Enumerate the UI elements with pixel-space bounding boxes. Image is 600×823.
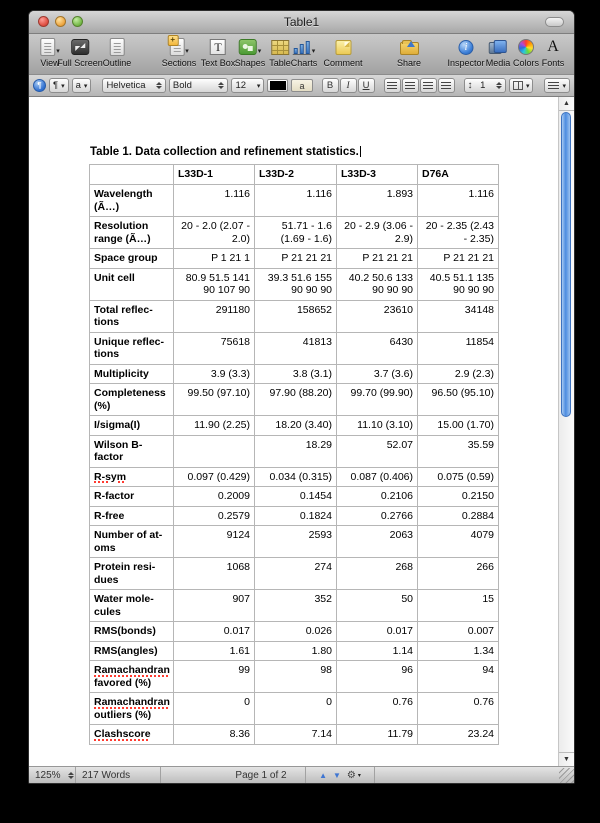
next-page-button[interactable]: ▼ <box>333 770 341 780</box>
row-label[interactable]: R-factor <box>90 487 174 507</box>
table-cell[interactable]: 0.1454 <box>255 487 337 507</box>
row-label[interactable]: Water mole-cules <box>90 590 174 622</box>
line-spacing-value: 1 <box>480 80 486 91</box>
table-cell[interactable]: 11.10 (3.10) <box>337 416 418 436</box>
toolbar-label: Inspector <box>447 58 485 68</box>
table-cell[interactable]: 907 <box>174 590 255 622</box>
row-label[interactable]: I/sigma(I) <box>90 416 174 436</box>
table-cell[interactable]: 34148 <box>418 300 499 332</box>
table-cell[interactable]: 11854 <box>418 332 499 364</box>
table-cell[interactable]: 0.007 <box>418 622 499 642</box>
table-row <box>90 435 499 467</box>
table-cell[interactable]: 0.075 (0.59) <box>418 467 499 487</box>
table-cell[interactable]: 80.9 51.5 141 90 107 90 <box>174 268 255 300</box>
table-icon <box>271 40 289 55</box>
table-cell[interactable]: 291180 <box>174 300 255 332</box>
table-cell[interactable]: 1.116 <box>418 185 499 217</box>
italic-button[interactable]: I <box>340 78 357 93</box>
table-cell[interactable]: 0.097 (0.429) <box>174 467 255 487</box>
alignment-group <box>384 78 455 93</box>
table-cell[interactable]: 0.2106 <box>337 487 418 507</box>
toolbar-button-full-screen[interactable] <box>57 37 103 68</box>
table-row <box>90 506 499 526</box>
vertical-scrollbar[interactable] <box>558 97 574 766</box>
toolbar-label: Outline <box>102 58 132 68</box>
full-screen-icon <box>71 39 89 55</box>
toolbar-button-media[interactable] <box>486 37 511 68</box>
toolbar-label: Table <box>269 58 291 68</box>
table-cell[interactable]: P 21 21 21 <box>337 249 418 269</box>
table-cell[interactable]: 94 <box>418 661 499 693</box>
stepper-icon <box>68 772 74 779</box>
row-label[interactable] <box>90 725 174 745</box>
chevron-down-icon: ▾ <box>185 48 189 55</box>
row-label[interactable] <box>90 467 174 487</box>
text-color-swatch <box>270 81 286 90</box>
table-cell[interactable]: 266 <box>418 558 499 590</box>
shapes-icon <box>239 39 257 55</box>
toolbar-button-shapes[interactable] <box>235 37 266 68</box>
table-cell[interactable]: 0.76 <box>418 693 499 725</box>
table-cell[interactable]: 40.5 51.1 135 90 90 90 <box>418 268 499 300</box>
table-cell[interactable]: 4079 <box>418 526 499 558</box>
table-caption-text: Table 1. Data collection and refinement statistics. <box>90 146 359 158</box>
toolbar-label: Colors <box>512 58 540 68</box>
row-label[interactable]: Resolution range (Ã…) <box>90 217 174 249</box>
table-cell[interactable]: 50 <box>337 590 418 622</box>
toolbar-button-colors[interactable] <box>513 37 539 68</box>
table-row <box>90 725 499 745</box>
paragraph-mark: ¶ <box>53 80 59 91</box>
row-label[interactable]: Ramachandran favored (%) <box>90 661 174 693</box>
table-cell[interactable]: 18.29 <box>255 435 337 467</box>
line-spacing-control[interactable] <box>464 78 506 93</box>
row-label[interactable]: Protein resi-dues <box>90 558 174 590</box>
close-button[interactable] <box>38 16 49 27</box>
toolbar-button-share[interactable] <box>397 37 421 68</box>
table-cell[interactable]: 99 <box>174 661 255 693</box>
zoom-level: 125% <box>35 769 61 781</box>
align-right-button[interactable] <box>420 78 437 93</box>
previous-page-button[interactable]: ▲ <box>319 770 327 780</box>
table-cell[interactable]: 99.50 (97.10) <box>174 384 255 416</box>
format-bar <box>29 75 574 97</box>
minimize-button[interactable] <box>55 16 66 27</box>
table-row <box>90 590 499 622</box>
column-header[interactable]: D76A <box>418 165 499 185</box>
row-label[interactable]: Total reflec-tions <box>90 300 174 332</box>
row-label[interactable]: RMS(bonds) <box>90 622 174 642</box>
toolbar-label: Comment <box>323 58 363 68</box>
text-box-icon: T <box>210 39 226 55</box>
table-row <box>90 622 499 642</box>
outline-icon <box>110 38 125 56</box>
highlight-color-well[interactable] <box>291 79 312 92</box>
toolbar-button-charts[interactable] <box>291 37 318 68</box>
page-navigation <box>306 767 375 783</box>
table-cell[interactable]: 2.9 (2.3) <box>418 364 499 384</box>
row-label[interactable]: Completeness (%) <box>90 384 174 416</box>
word-count: 217 Words <box>76 767 161 783</box>
table-cell[interactable]: P 21 21 21 <box>255 249 337 269</box>
column-header[interactable]: L33D-1 <box>174 165 255 185</box>
table-cell[interactable]: 40.2 50.6 133 90 90 90 <box>337 268 418 300</box>
table-cell[interactable]: 1.61 <box>174 641 255 661</box>
typeface-select[interactable] <box>169 78 229 93</box>
table-cell[interactable]: 0 <box>174 693 255 725</box>
scroll-up-arrow-icon[interactable]: ▲ <box>559 97 574 111</box>
table-row <box>90 693 499 725</box>
table-row <box>90 661 499 693</box>
row-label[interactable]: Unit cell <box>90 268 174 300</box>
row-label[interactable]: Space group <box>90 249 174 269</box>
table-cell[interactable]: 15 <box>418 590 499 622</box>
zoom-control[interactable] <box>29 767 76 783</box>
chevron-down-icon: ▾ <box>311 48 316 55</box>
table-cell[interactable]: 18.20 (3.40) <box>255 416 337 436</box>
toolbar-label: Media <box>485 58 511 68</box>
table-row <box>90 217 499 249</box>
table-row <box>90 467 499 487</box>
media-icon <box>489 40 507 55</box>
table-row <box>90 300 499 332</box>
toolbar-button-text-box[interactable] <box>201 37 236 68</box>
table-cell[interactable]: 0.2884 <box>418 506 499 526</box>
table-cell[interactable]: 0.087 (0.406) <box>337 467 418 487</box>
toolbar-label: Fonts <box>541 58 565 68</box>
table-cell[interactable]: 20 - 2.9 (3.06 - 2.9) <box>337 217 418 249</box>
chevron-down-icon: ▾ <box>525 83 530 90</box>
toolbar-label: Sections <box>161 58 197 68</box>
page-indicator: Page 1 of 2 <box>217 767 306 783</box>
share-icon <box>400 42 419 55</box>
typeface-value: Bold <box>172 80 192 91</box>
table-cell[interactable]: 8.36 <box>174 725 255 745</box>
table-cell[interactable]: 11.90 (2.25) <box>174 416 255 436</box>
columns-icon <box>513 81 523 90</box>
table-cell[interactable]: 20 - 2.35 (2.43 - 2.35) <box>418 217 499 249</box>
table-cell[interactable]: 98 <box>255 661 337 693</box>
table-row <box>90 526 499 558</box>
fonts-icon: A <box>547 38 559 55</box>
table-cell[interactable]: 20 - 2.0 (2.07 - 2.0) <box>174 217 255 249</box>
toolbar-button-fonts[interactable] <box>542 37 565 68</box>
row-label[interactable]: Multiplicity <box>90 364 174 384</box>
align-center-icon <box>405 82 415 90</box>
column-header[interactable]: L33D-3 <box>337 165 418 185</box>
table-cell[interactable]: 158652 <box>255 300 337 332</box>
table-row <box>90 332 499 364</box>
pages-window <box>28 10 575 784</box>
list-style-button[interactable] <box>544 78 570 93</box>
table-cell[interactable]: 1.116 <box>174 185 255 217</box>
toolbar-label: View <box>40 58 60 68</box>
table-cell[interactable]: 352 <box>255 590 337 622</box>
misspelled-word: R-sym <box>94 470 127 483</box>
toolbar-button-inspector[interactable] <box>447 37 484 68</box>
table-cell[interactable]: 23610 <box>337 300 418 332</box>
table-cell[interactable]: 0.2766 <box>337 506 418 526</box>
table-cell[interactable]: 96 <box>337 661 418 693</box>
table-cell[interactable]: 6430 <box>337 332 418 364</box>
table-row <box>90 185 499 217</box>
toolbar-toggle-button[interactable] <box>545 17 564 27</box>
stepper-icon <box>218 82 224 89</box>
table-cell[interactable]: 0.2150 <box>418 487 499 507</box>
character-style-button[interactable] <box>72 78 92 93</box>
bold-button[interactable]: B <box>322 78 339 93</box>
row-label[interactable]: Unique reflec-tions <box>90 332 174 364</box>
status-bar <box>29 766 574 783</box>
table-cell[interactable]: 96.50 (95.10) <box>418 384 499 416</box>
row-label[interactable]: R-free <box>90 506 174 526</box>
table-cell[interactable]: 97.90 (88.20) <box>255 384 337 416</box>
highlight-mark: a <box>299 80 305 91</box>
chevron-down-icon: ▾ <box>83 83 88 90</box>
font-size-select[interactable] <box>231 78 264 93</box>
table-cell[interactable]: 268 <box>337 558 418 590</box>
char-style-mark: a <box>75 80 81 91</box>
table-row <box>90 249 499 269</box>
table-row <box>90 487 499 507</box>
table-cell[interactable]: 0.1824 <box>255 506 337 526</box>
misspelled-word: Ramachandran <box>94 664 170 676</box>
view-icon <box>40 38 55 56</box>
chevron-down-icon: ▾ <box>256 83 261 90</box>
text-color-well[interactable] <box>267 79 288 92</box>
table-cell[interactable]: 1.14 <box>337 641 418 661</box>
text-cursor <box>360 146 361 157</box>
colors-icon <box>518 39 534 55</box>
align-right-icon <box>423 82 433 90</box>
table-cell[interactable]: 0.76 <box>337 693 418 725</box>
table-cell[interactable]: 52.07 <box>337 435 418 467</box>
table-cell[interactable]: 0.2009 <box>174 487 255 507</box>
toolbar <box>29 34 574 75</box>
table-cell[interactable]: 0.017 <box>337 622 418 642</box>
chevron-down-icon: ▾ <box>56 48 60 55</box>
table-cell[interactable]: 0.026 <box>255 622 337 642</box>
stepper-icon <box>156 82 162 89</box>
table-row <box>90 364 499 384</box>
table-cell[interactable]: 0.2579 <box>174 506 255 526</box>
sections-icon <box>169 38 184 56</box>
chevron-down-icon: ▾ <box>61 83 65 90</box>
toolbar-button-sections[interactable] <box>162 37 197 68</box>
table-cell[interactable]: 51.71 - 1.6 (1.69 - 1.6) <box>255 217 337 249</box>
zoom-button[interactable] <box>72 16 83 27</box>
chevron-down-icon: ▾ <box>257 48 262 55</box>
table-cell[interactable]: 2593 <box>255 526 337 558</box>
table-cell[interactable]: 15.00 (1.70) <box>418 416 499 436</box>
row-label[interactable]: Ramachandran outliers (%) <box>90 693 174 725</box>
table-cell[interactable]: 0.034 (0.315) <box>255 467 337 487</box>
biu-group <box>322 78 375 93</box>
charts-icon <box>293 40 311 55</box>
scrollbar-thumb[interactable] <box>561 112 571 417</box>
table-row <box>90 268 499 300</box>
table-header-row <box>90 165 499 185</box>
table-row <box>90 641 499 661</box>
underline-button[interactable]: U <box>358 78 375 93</box>
status-spacer <box>161 767 217 783</box>
table-row <box>90 558 499 590</box>
table-cell[interactable]: 1.893 <box>337 185 418 217</box>
table-cell[interactable]: 1.116 <box>255 185 337 217</box>
table-cell[interactable]: 1068 <box>174 558 255 590</box>
table-cell[interactable]: 3.8 (3.1) <box>255 364 337 384</box>
scroll-down-arrow-icon[interactable]: ▼ <box>559 752 574 766</box>
table-cell[interactable]: 0 <box>255 693 337 725</box>
table-cell[interactable]: 9124 <box>174 526 255 558</box>
table-cell[interactable] <box>174 435 255 467</box>
table-cell[interactable]: 75618 <box>174 332 255 364</box>
font-family-select[interactable] <box>102 78 165 93</box>
table-cell[interactable]: 7.14 <box>255 725 337 745</box>
table-body <box>90 185 499 745</box>
toolbar-label: Text Box <box>200 58 236 68</box>
toolbar-button-outline[interactable] <box>103 37 132 68</box>
stats-table[interactable] <box>89 164 499 745</box>
table-cell[interactable]: 2063 <box>337 526 418 558</box>
table-cell[interactable]: 3.7 (3.6) <box>337 364 418 384</box>
list-icon <box>548 82 559 90</box>
table-cell[interactable]: 41813 <box>255 332 337 364</box>
table-cell[interactable]: P 1 21 1 <box>174 249 255 269</box>
toolbar-label: Shapes <box>234 58 266 68</box>
paragraph-styles-icon[interactable]: ¶ <box>33 79 46 92</box>
toolbar-button-table[interactable] <box>269 37 291 68</box>
stepper-icon <box>496 82 502 89</box>
table-cell[interactable]: 99.70 (99.90) <box>337 384 418 416</box>
table-cell[interactable]: 23.24 <box>418 725 499 745</box>
table-cell[interactable]: 11.79 <box>337 725 418 745</box>
row-label[interactable]: Wavelength (Ã…) <box>90 185 174 217</box>
align-left-button[interactable] <box>384 78 401 93</box>
align-left-icon <box>387 82 397 90</box>
table-cell[interactable]: 1.34 <box>418 641 499 661</box>
misspelled-word: Clashscore <box>94 728 151 740</box>
document-area <box>29 97 574 766</box>
row-label[interactable]: RMS(angles) <box>90 641 174 661</box>
toolbar-button-comment[interactable] <box>323 37 362 68</box>
corner-header[interactable] <box>90 165 174 185</box>
line-spacing-icon: ↕ <box>467 80 473 91</box>
resize-grip[interactable] <box>559 768 574 783</box>
table-caption[interactable] <box>90 146 558 158</box>
table-cell[interactable]: 3.9 (3.3) <box>174 364 255 384</box>
table-cell[interactable]: 0.017 <box>174 622 255 642</box>
chevron-down-icon: ▾ <box>562 83 566 90</box>
window-title: Table1 <box>283 15 320 29</box>
align-center-button[interactable] <box>402 78 419 93</box>
comment-icon <box>335 40 351 55</box>
align-justify-button[interactable] <box>438 78 455 93</box>
column-header[interactable]: L33D-2 <box>255 165 337 185</box>
table-cell[interactable]: P 21 21 21 <box>418 249 499 269</box>
page[interactable] <box>29 97 558 766</box>
table-cell[interactable]: 39.3 51.6 155 90 90 90 <box>255 268 337 300</box>
inspector-icon: i <box>459 40 474 55</box>
title-bar[interactable] <box>29 11 574 34</box>
status-gear-button[interactable]: ⚙ ▾ <box>346 769 361 781</box>
row-label[interactable]: Number of at-oms <box>90 526 174 558</box>
toolbar-label: Charts <box>290 58 318 68</box>
chevron-down-icon: ▾ <box>357 772 361 779</box>
table-cell[interactable]: 35.59 <box>418 435 499 467</box>
table-row <box>90 416 499 436</box>
row-label[interactable]: Wilson B-factor <box>90 435 174 467</box>
table-cell[interactable]: 274 <box>255 558 337 590</box>
font-family-value: Helvetica <box>106 80 146 91</box>
paragraph-style-button[interactable] <box>49 78 69 93</box>
misspelled-word: Ramachandran <box>94 696 170 708</box>
columns-button[interactable] <box>509 78 534 93</box>
toolbar-label: Full Screen <box>57 58 103 68</box>
align-justify-icon <box>441 82 451 90</box>
table-cell[interactable]: 1.80 <box>255 641 337 661</box>
font-size-value: 12 <box>235 80 247 91</box>
toolbar-label: Share <box>396 58 422 68</box>
window-controls <box>38 16 83 27</box>
table-row <box>90 384 499 416</box>
